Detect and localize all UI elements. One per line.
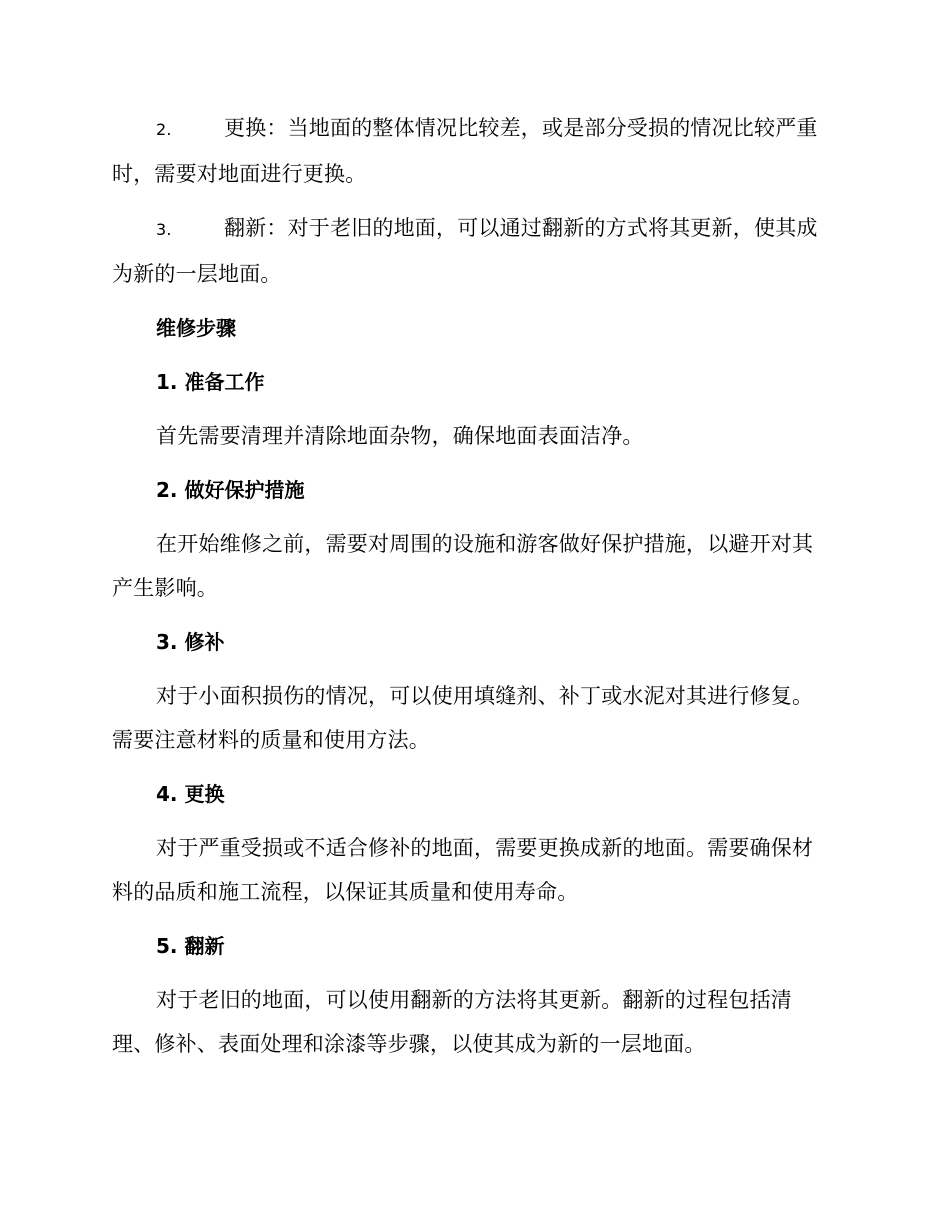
step-body: 首先需要清理并清除地面杂物，确保地面表面洁净。 bbox=[156, 424, 644, 448]
section-title: 维修步骤 bbox=[156, 316, 236, 340]
step-heading: 3. 修补 bbox=[156, 630, 225, 654]
step-body: 对于老旧的地面，可以使用翻新的方法将其更新。翻新的过程包括清理、修补、表面处理和涂漆等步骤，以使其成为新的一层地面。 bbox=[112, 988, 792, 1056]
list-text: 翻新：对于老旧的地面，可以通过翻新的方式将其更新，使其成为新的一层地面。 bbox=[112, 216, 818, 286]
step-heading: 5. 翻新 bbox=[156, 934, 225, 958]
step-body: 在开始维修之前，需要对周围的设施和游客做好保护措施，以避开对其产生影响。 bbox=[112, 532, 814, 600]
list-text: 更换：当地面的整体情况比较差，或是部分受损的情况比较严重时，需要对地面进行更换。 bbox=[112, 116, 818, 186]
step-heading: 1. 准备工作 bbox=[156, 370, 265, 394]
step-heading: 2. 做好保护措施 bbox=[156, 478, 305, 502]
list-item bbox=[112, 106, 832, 196]
list-number: 2. bbox=[156, 120, 172, 139]
list-number: 3. bbox=[156, 220, 172, 239]
step-body: 对于小面积损伤的情况，可以使用填缝剂、补丁或水泥对其进行修复。需要注意材料的质量和使用方法。 bbox=[112, 684, 814, 752]
step-heading: 4. 更换 bbox=[156, 782, 225, 806]
list-item bbox=[112, 206, 832, 296]
document-page bbox=[112, 106, 832, 1066]
step-body: 对于严重受损或不适合修补的地面，需要更换成新的地面。需要确保材料的品质和施工流程，以保证其质量和使用寿命。 bbox=[112, 836, 814, 904]
